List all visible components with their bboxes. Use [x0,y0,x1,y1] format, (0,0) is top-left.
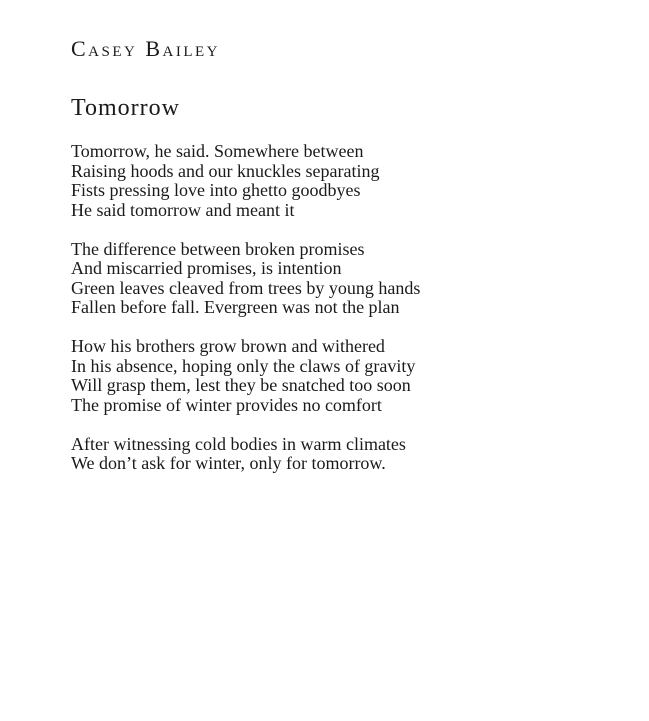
poem-line: The difference between broken promises [71,238,365,259]
poem-line: Raising hoods and our knuckles separating [71,160,380,181]
stanza [71,142,420,220]
stanza [71,240,420,318]
poem-line: After witnessing cold bodies in warm climates [71,433,406,454]
poem-line: We don’t ask for winter, only for tomorrow. [71,453,386,473]
poem-line: And miscarried promises, is intention [71,258,342,278]
poem-title: Tomorrow [71,95,180,121]
stanza [71,435,420,474]
author-name: Casey Bailey [71,36,221,61]
poem-line: How his brothers grow brown and withered [71,336,385,356]
poem-line: Tomorrow, he said. Somewhere between [71,141,364,161]
poem-line: Fists pressing love into ghetto goodbyes [71,180,361,200]
poem-body [71,142,420,493]
stanza [71,337,420,415]
poem-line: He said tomorrow and meant it [71,199,295,220]
poem-line: Green leaves cleaved from trees by young hands [71,277,421,298]
poem-line: In his absence, hoping only the claws of gravity [71,355,416,376]
poem-line: Fallen before fall. Evergreen was not the plan [71,297,400,317]
poem-line: The promise of winter provides no comfort [71,394,382,415]
poem-line: Will grasp them, lest they be snatched too soon [71,375,411,395]
